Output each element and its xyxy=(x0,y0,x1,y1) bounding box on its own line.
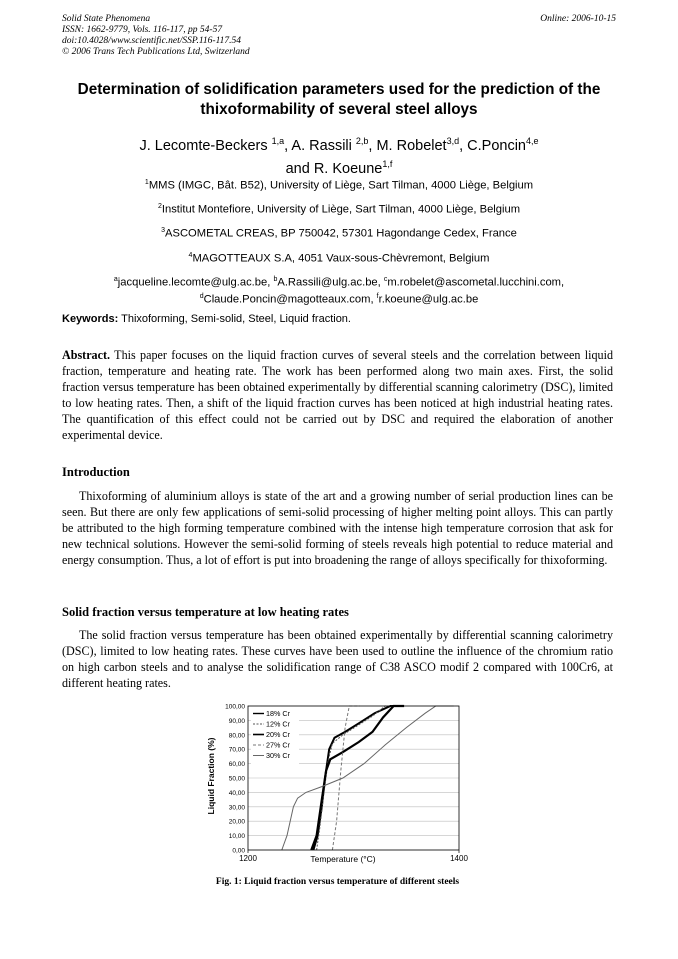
author-2-sup: 2,b xyxy=(355,136,369,146)
affiliation-2-sup: 2 xyxy=(157,203,162,211)
legend-entry: 12% Cr xyxy=(266,719,290,729)
email-d-sup: d xyxy=(199,292,204,300)
y-tick-label: 70,00 xyxy=(228,746,245,754)
author-4-sup: 4,e xyxy=(526,136,539,146)
email-b-sup: b xyxy=(273,275,278,283)
liquid-fraction-chart xyxy=(200,700,480,870)
y-tick-label: 50,00 xyxy=(228,775,245,783)
keywords xyxy=(62,313,622,325)
abstract-label: Abstract. xyxy=(62,348,111,362)
legend-entry: 20% Cr xyxy=(266,730,290,739)
title-line-2: thixoformability of several steel alloys xyxy=(200,101,478,118)
figure-1 xyxy=(200,700,480,870)
figure-caption: Fig. 1: Liquid fraction versus temperature of different steels xyxy=(215,877,460,887)
author-2: , A. Rassili xyxy=(284,137,356,154)
author-list xyxy=(40,132,638,178)
affiliation-1-sup: 1 xyxy=(144,179,149,186)
legend-entry: 30% Cr xyxy=(266,751,290,760)
x-tick-label: 1200 xyxy=(239,854,257,863)
title-line-1: Determination of solidification parameters used for the prediction of the xyxy=(77,81,601,98)
email-a[interactable]: jacqueline.lecomte@ulg.ac.be, xyxy=(117,276,274,289)
keywords-label: Keywords: xyxy=(62,313,119,325)
section-2-paragraph: The solid fraction versus temperature has been obtained experimentally by differential scanning calorimetry (DSC), limited to low heating rates. These curves have been used to outline the influence of the chromium ratio on high carbon steels and to analyse the solidification range of C38 ASCO modif 2 compared with 100Cr6, at different heating rates. xyxy=(62,628,613,690)
email-a-sup: a xyxy=(113,275,118,283)
journal-name: Solid State Phenomena xyxy=(62,14,151,24)
emails-line-1 xyxy=(40,273,638,290)
affiliation-4 xyxy=(40,249,638,266)
affiliations xyxy=(40,176,638,306)
affiliation-3-sup: 3 xyxy=(161,227,166,235)
affiliation-1 xyxy=(40,176,638,193)
abstract-text: This paper focuses on the liquid fraction curves of several steels and the correlation between liquid fraction, temperature and heating rate. The work has been performed along two main axes. First, the solid fraction versus temperature has been obtained experimentally by differential scanning calorimetry (DSC), limited to low heating rates. Then, a shift of the liquid fraction curves has been noticed at high industrial heating rates. The quantification of this effect could not be carried out by DSC and required the elaboration of another experimental device. xyxy=(62,348,613,442)
x-axis-label: Temperature (°C) xyxy=(310,854,376,864)
x-tick-label: 1400 xyxy=(450,854,468,863)
email-f[interactable]: r.koeune@ulg.ac.be xyxy=(378,293,479,306)
y-tick-label: 90,00 xyxy=(228,717,245,725)
doi-line: doi:10.4028/www.scientific.net/SSP.116-117.54 xyxy=(62,36,241,46)
y-tick-label: 30,00 xyxy=(228,804,245,812)
affiliation-2-text: Institut Montefiore, University of Liège, Sart Tilman, 4000 Liège, Belgium xyxy=(161,203,521,216)
affiliation-2 xyxy=(40,200,638,217)
affiliation-3-text: ASCOMETAL CREAS, BP 750042, 57301 Hagondange Cedex, France xyxy=(165,228,517,241)
online-date: Online: 2006-10-15 xyxy=(540,14,616,24)
emails-line-2 xyxy=(40,290,638,307)
email-c-sup: c xyxy=(383,275,388,283)
y-tick-label: 20,00 xyxy=(228,818,245,826)
author-4: , C.Poncin xyxy=(459,137,526,154)
author-5-sup: 1,f xyxy=(382,158,393,169)
email-c[interactable]: m.robelet@ascometal.lucchini.com, xyxy=(387,276,565,289)
author-3-sup: 3,d xyxy=(446,136,460,146)
y-axis-label: Liquid Fraction (%) xyxy=(206,737,216,815)
chart-legend xyxy=(251,709,299,765)
affiliation-1-text: MMS (IMGC, Bât. B52), University of Liège, Sart Tilman, 4000 Liège, Belgium xyxy=(148,179,534,192)
affiliation-3 xyxy=(40,224,638,241)
keywords-text: Thixoforming, Semi-solid, Steel, Liquid fraction. xyxy=(118,313,351,325)
introduction-paragraph: Thixoforming of aluminium alloys is state of the art and a growing number of serial production lines can be seen. But there are only few applications of semi-solid processing of higher melting point alloys. This can partly be attributed to the high forming temperature combined with the intense high temperature corrosion that ask for new technical solutions. However the semi-solid forming of steels reveals high potential to reduce material and energy consumption. Thus, a lot of effort is put into broadening the range of alloys specifically for thixoforming. xyxy=(62,489,613,567)
issn-line: ISSN: 1662-9779, Vols. 116-117, pp 54-57 xyxy=(62,25,223,35)
authors-line-1 xyxy=(40,132,638,155)
section-2-heading: Solid fraction versus temperature at low heating rates xyxy=(62,605,349,619)
copyright-line: © 2006 Trans Tech Publications Ltd, Switzerland xyxy=(62,47,250,57)
author-5: and R. Koeune xyxy=(285,160,383,177)
y-tick-label: 80,00 xyxy=(228,732,245,740)
affiliation-4-text: MAGOTTEAUX S.A, 4051 Vaux-sous-Chèvremont, Belgium xyxy=(192,252,490,265)
paper-title xyxy=(50,80,628,120)
legend-entry: 27% Cr xyxy=(266,740,290,750)
email-list xyxy=(40,273,638,306)
email-f-sup: f xyxy=(376,292,379,300)
legend-entry: 18% Cr xyxy=(266,709,290,718)
affiliation-4-sup: 4 xyxy=(188,251,193,259)
email-b[interactable]: A.Rassili@ulg.ac.be, xyxy=(277,276,384,289)
y-tick-label: 0,00 xyxy=(232,847,245,855)
y-tick-label: 40,00 xyxy=(228,789,245,797)
author-1-sup: 1,a xyxy=(271,136,285,146)
abstract-paragraph xyxy=(62,347,613,443)
author-3: , M. Robelet xyxy=(368,137,447,154)
y-tick-label: 60,00 xyxy=(228,761,245,769)
email-d[interactable]: Claude.Poncin@magotteaux.com, xyxy=(203,293,377,306)
authors-line-2 xyxy=(40,155,638,178)
author-1: J. Lecomte-Beckers xyxy=(139,137,272,154)
introduction-heading: Introduction xyxy=(62,465,130,479)
journal-header xyxy=(62,14,250,58)
y-tick-label: 10,00 xyxy=(228,833,245,841)
y-tick-label: 100,00 xyxy=(225,703,245,711)
